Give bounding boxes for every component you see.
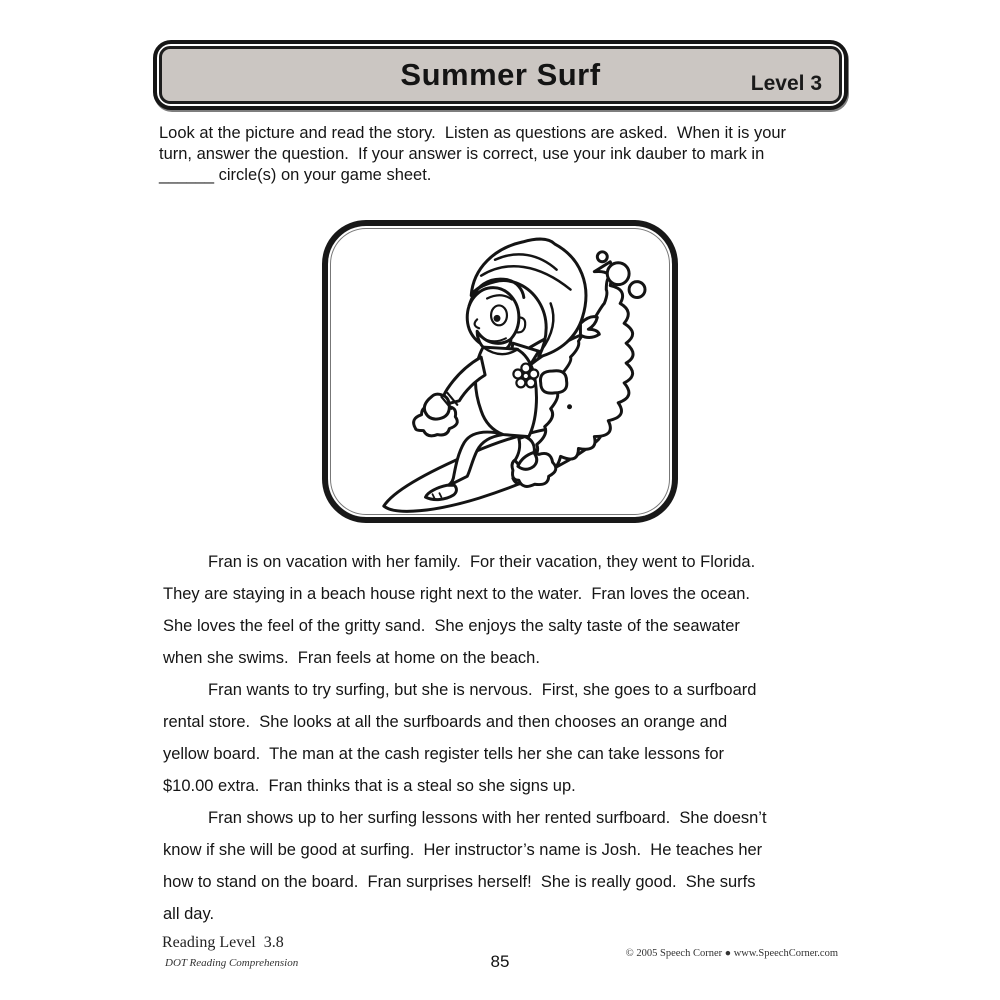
instructions-line: Look at the picture and read the story. Listen as questions are asked. When it is your (159, 124, 787, 142)
story-text (163, 546, 767, 930)
bubble (597, 252, 607, 262)
story-line: all day. (163, 905, 215, 923)
title-banner-inner (159, 46, 842, 104)
instructions-line: turn, answer the question. If your answer is correct, use your ink dauber to mark in (159, 145, 765, 163)
story-line: rental store. She looks at all the surfboards and then chooses an orange and (163, 713, 728, 731)
reading-level-label: Reading Level 3.8 (162, 934, 284, 951)
page-number: 85 (490, 952, 510, 971)
instructions-line: ______ circle(s) on your game sheet. (159, 166, 432, 184)
story-line: Fran shows up to her surfing lessons with her rented surfboard. She doesn’t (208, 809, 767, 827)
foam-dot (567, 404, 572, 409)
page-title: Summer Surf (400, 57, 601, 92)
instructions (159, 123, 786, 186)
surfer-swimsuit (475, 347, 536, 436)
bubble (607, 263, 629, 285)
story-line: how to stand on the board. Fran surprises herself! She is really good. She surfs (163, 873, 756, 891)
story-line: know if she will be good at surfing. Her instructor’s name is Josh. He teaches her (163, 841, 763, 859)
story-line: Fran is on vacation with her family. For their vacation, they went to Florida. (208, 553, 756, 571)
surfer-eye (491, 305, 507, 325)
story-line: when she swims. Fran feels at home on the beach. (163, 649, 540, 667)
series-credit: DOT Reading Comprehension (165, 957, 299, 969)
title-banner (153, 40, 848, 110)
story-line: Fran wants to try surfing, but she is nervous. First, she goes to a surfboard (208, 681, 757, 699)
surfer-fist (424, 394, 449, 419)
level-badge: Level 3 (750, 72, 822, 95)
story-line: She loves the feel of the gritty sand. She enjoys the salty taste of the seawater (163, 617, 740, 635)
story-illustration-frame (322, 220, 678, 523)
surfer-pupil (494, 315, 501, 322)
story-line: They are staying in a beach house right next to the water. Fran loves the ocean. (163, 585, 751, 603)
bubble (629, 282, 645, 298)
story-line: yellow board. The man at the cash register tells her she can take lessons for (163, 745, 724, 763)
foam-blob (540, 371, 566, 393)
story-line: $10.00 extra. Fran thinks that is a steal so she signs up. (163, 777, 576, 795)
surfer-girl-illustration (328, 226, 672, 517)
copyright-line: © 2005 Speech Corner ● www.SpeechCorner.com (625, 948, 838, 959)
